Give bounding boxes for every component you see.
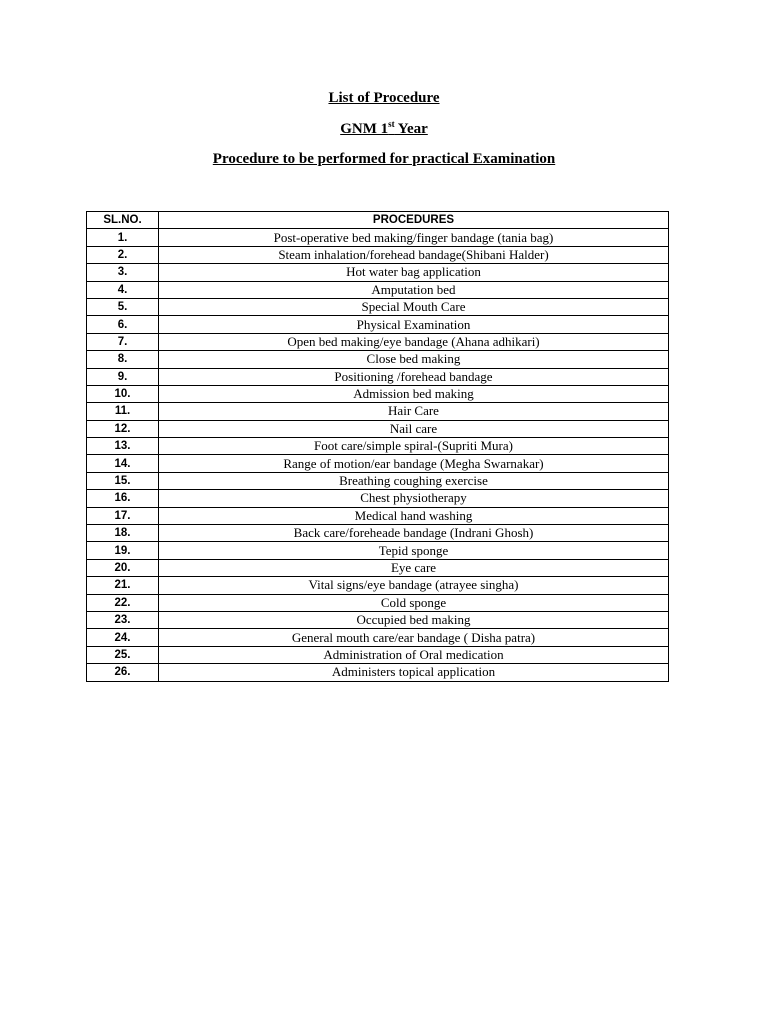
serial-number-cell: 13. bbox=[87, 438, 159, 455]
table-row bbox=[87, 281, 669, 298]
serial-number-cell: 7. bbox=[87, 333, 159, 350]
procedure-cell: Medical hand washing bbox=[159, 507, 669, 524]
table-row bbox=[87, 455, 669, 472]
serial-number-cell: 26. bbox=[87, 664, 159, 681]
serial-number-cell: 21. bbox=[87, 577, 159, 594]
procedure-cell: Open bed making/eye bandage (Ahana adhikari) bbox=[159, 333, 669, 350]
document-subtitle-text bbox=[340, 121, 428, 137]
document-heading-text: Procedure to be performed for practical Examination bbox=[212, 151, 556, 167]
serial-number-cell: 4. bbox=[87, 281, 159, 298]
procedure-cell: Tepid sponge bbox=[159, 542, 669, 559]
header-procedures: PROCEDURES bbox=[159, 212, 669, 229]
procedures-table bbox=[86, 211, 669, 682]
procedure-cell: Occupied bed making bbox=[159, 611, 669, 628]
procedure-cell: Hot water bag application bbox=[159, 264, 669, 281]
procedure-cell: Admission bed making bbox=[159, 385, 669, 402]
serial-number-cell: 1. bbox=[87, 229, 159, 246]
table-row bbox=[87, 351, 669, 368]
table-row bbox=[87, 385, 669, 402]
serial-number-cell: 17. bbox=[87, 507, 159, 524]
procedure-cell: Back care/foreheade bandage (Indrani Ghosh) bbox=[159, 525, 669, 542]
serial-number-cell: 8. bbox=[87, 351, 159, 368]
table-row bbox=[87, 229, 669, 246]
serial-number-cell: 15. bbox=[87, 472, 159, 489]
serial-number-cell: 12. bbox=[87, 420, 159, 437]
procedure-cell: Amputation bed bbox=[159, 281, 669, 298]
serial-number-cell: 22. bbox=[87, 594, 159, 611]
procedure-cell: Physical Examination bbox=[159, 316, 669, 333]
table-row bbox=[87, 420, 669, 437]
table-row bbox=[87, 646, 669, 663]
table-row bbox=[87, 559, 669, 576]
procedure-cell: Eye care bbox=[159, 559, 669, 576]
serial-number-cell: 25. bbox=[87, 646, 159, 663]
document-heading bbox=[0, 150, 768, 168]
serial-number-cell: 10. bbox=[87, 385, 159, 402]
procedure-cell: Administers topical application bbox=[159, 664, 669, 681]
procedure-cell: Special Mouth Care bbox=[159, 298, 669, 315]
procedure-cell: Nail care bbox=[159, 420, 669, 437]
table-row bbox=[87, 403, 669, 420]
serial-number-cell: 6. bbox=[87, 316, 159, 333]
table-row bbox=[87, 542, 669, 559]
procedure-cell: Cold sponge bbox=[159, 594, 669, 611]
table-row bbox=[87, 577, 669, 594]
table-row bbox=[87, 264, 669, 281]
procedure-cell: Hair Care bbox=[159, 403, 669, 420]
table-row bbox=[87, 333, 669, 350]
subtitle-superscript: st bbox=[388, 119, 395, 129]
procedure-cell: Range of motion/ear bandage (Megha Swarnakar) bbox=[159, 455, 669, 472]
document-title-text: List of Procedure bbox=[328, 90, 440, 106]
table-row bbox=[87, 246, 669, 263]
subtitle-suffix: Year bbox=[394, 121, 428, 137]
procedure-cell: Post-operative bed making/finger bandage (tania bag) bbox=[159, 229, 669, 246]
serial-number-cell: 5. bbox=[87, 298, 159, 315]
serial-number-cell: 19. bbox=[87, 542, 159, 559]
table-row bbox=[87, 629, 669, 646]
serial-number-cell: 2. bbox=[87, 246, 159, 263]
procedure-cell: Chest physiotherapy bbox=[159, 490, 669, 507]
table-row bbox=[87, 438, 669, 455]
procedures-table-body bbox=[87, 229, 669, 681]
table-row bbox=[87, 298, 669, 315]
table-row bbox=[87, 490, 669, 507]
procedure-cell: Steam inhalation/forehead bandage(Shibani Halder) bbox=[159, 246, 669, 263]
table-row bbox=[87, 368, 669, 385]
table-row bbox=[87, 507, 669, 524]
procedure-cell: Vital signs/eye bandage (atrayee singha) bbox=[159, 577, 669, 594]
table-header-row bbox=[87, 212, 669, 229]
header-sl-no: SL.NO. bbox=[87, 212, 159, 229]
subtitle-prefix: GNM 1 bbox=[340, 121, 389, 137]
serial-number-cell: 11. bbox=[87, 403, 159, 420]
document-title bbox=[0, 89, 768, 107]
serial-number-cell: 20. bbox=[87, 559, 159, 576]
table-row bbox=[87, 664, 669, 681]
table-row bbox=[87, 594, 669, 611]
serial-number-cell: 16. bbox=[87, 490, 159, 507]
procedure-cell: General mouth care/ear bandage ( Disha patra) bbox=[159, 629, 669, 646]
procedure-cell: Positioning /forehead bandage bbox=[159, 368, 669, 385]
procedure-cell: Breathing coughing exercise bbox=[159, 472, 669, 489]
procedure-cell: Foot care/simple spiral-(Supriti Mura) bbox=[159, 438, 669, 455]
procedure-cell: Close bed making bbox=[159, 351, 669, 368]
table-row bbox=[87, 472, 669, 489]
serial-number-cell: 18. bbox=[87, 525, 159, 542]
table-row bbox=[87, 316, 669, 333]
serial-number-cell: 24. bbox=[87, 629, 159, 646]
table-row bbox=[87, 525, 669, 542]
serial-number-cell: 9. bbox=[87, 368, 159, 385]
serial-number-cell: 3. bbox=[87, 264, 159, 281]
serial-number-cell: 23. bbox=[87, 611, 159, 628]
serial-number-cell: 14. bbox=[87, 455, 159, 472]
procedure-cell: Administration of Oral medication bbox=[159, 646, 669, 663]
document-subtitle bbox=[0, 120, 768, 138]
table-row bbox=[87, 611, 669, 628]
